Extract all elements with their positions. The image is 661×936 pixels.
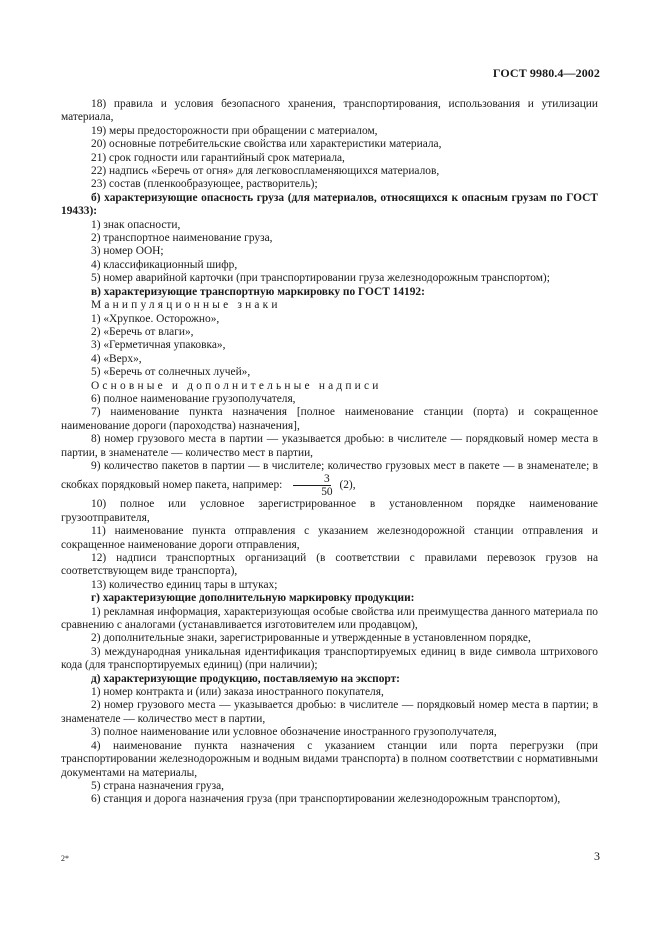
- list-item: 7) наименование пункта назначения [полное наименование станции (порта) и сокращенное наименование дороги (пароходства) назначения],: [61, 406, 598, 432]
- list-item: 11) наименование пункта отправления с указанием железнодорожной станции отправления и сокращенное наименование дороги отправления,: [61, 525, 598, 551]
- list-item: 21) срок годности или гарантийный срок материала,: [91, 151, 345, 164]
- list-item: 4) наименование пункта назначения с указанием станции или порта перегрузки (при транспортировании железнодорожным и водным видами транспорта) в полном соответствии с нормативными документами на материалы,: [61, 739, 598, 779]
- list-item: 13) количество единиц тары в штуках;: [91, 578, 278, 591]
- list-item: 1) рекламная информация, характеризующая особые свойства или преимущества данного материала по сравнению с аналогами (устанавливается изготовителем или продавцом),: [61, 605, 598, 632]
- sheet-mark: 2*: [61, 854, 69, 863]
- list-item: 2) дополнительные знаки, зарегистрированные и утвержденные в установленном порядке,: [91, 632, 531, 645]
- list-item: 4) «Верх»,: [91, 352, 142, 365]
- list-item: 19) меры предосторожности при обращении с материалом,: [91, 124, 378, 137]
- fraction: [291, 473, 332, 498]
- fraction-tail: (2),: [339, 479, 356, 492]
- list-item: 10) полное или условное зарегистрированное в установленном порядке наименование грузоотправителя,: [61, 498, 598, 524]
- list-item: 6) полное наименование грузополучателя,: [91, 392, 296, 405]
- section-heading: д) характеризующие продукцию, поставляемую на экспорт:: [91, 672, 400, 685]
- list-item: 2) «Беречь от влаги»,: [91, 325, 194, 338]
- list-item: 20) основные потребительские свойства или характеристики материала,: [91, 138, 442, 151]
- list-item: 8) номер грузового места в партии — указывается дробью: в числителе — порядковый номер места в партии, в знаменателе — количество мест в партии,: [61, 433, 598, 459]
- list-item: 4) классификационный шифр,: [91, 258, 238, 271]
- list-item: 5) страна назначения груза,: [91, 779, 224, 792]
- list-item: 22) надпись «Беречь от огня» для легковоспламеняющихся материалов,: [91, 165, 440, 178]
- list-item: 23) состав (пленкообразующее, растворитель);: [91, 178, 318, 191]
- list-item: 5) номер аварийной карточки (при транспортировании груза железнодорожным транспортом);: [91, 272, 550, 285]
- page-number: 3: [594, 849, 600, 863]
- list-item: 18) правила и условия безопасного хранения, транспортирования, использования и утилизации материала,: [61, 98, 598, 124]
- list-item-text: 9) количество пакетов в партии — в числителе; количество грузовых мест в пакете — в знаменателе; в скобках порядковый номер пакета, например:: [61, 459, 598, 492]
- section-heading: б) характеризующие опасность груза (для материалов, относящихся к опасным грузам по ГОСТ 19433):: [61, 191, 598, 218]
- list-item: 3) «Герметичная упаковка»,: [91, 339, 226, 352]
- list-item: 1) номер контракта и (или) заказа иностранного покупателя,: [91, 686, 384, 699]
- list-item: 1) «Хрупкое. Осторожно»,: [91, 312, 220, 325]
- document-body: [61, 98, 598, 807]
- list-item: 3) номер ООН;: [91, 245, 164, 258]
- section-heading: в) характеризующие транспортную маркировку по ГОСТ 14192:: [91, 285, 425, 298]
- subsection-heading: Манипуляционные знаки: [91, 299, 281, 312]
- fraction-numerator: 3: [293, 473, 331, 486]
- list-item: 6) станция и дорога назначения груза (при транспортировании железнодорожным транспортом),: [91, 793, 561, 806]
- list-item: 2) номер грузового места — указывается дробью: в числителе — порядковый номер места в партии; в знаменателе — количество мест в партии,: [61, 699, 598, 725]
- list-item: 3) полное наименование или условное обозначение иностранного грузополучателя,: [91, 726, 497, 739]
- list-item-with-fraction: [61, 460, 598, 498]
- document-header: ГОСТ 9980.4—2002: [492, 66, 600, 80]
- list-item: 12) надписи транспортных организаций (в соответствии с правилами перевозок грузов на соответствующем виде транспорта),: [61, 552, 598, 578]
- list-item: 1) знак опасности,: [91, 218, 181, 231]
- fraction-denominator: 50: [321, 486, 333, 499]
- section-heading: г) характеризующие дополнительную маркировку продукции:: [91, 592, 415, 605]
- list-item: 3) международная уникальная идентификация транспортируемых единиц в виде символа штрихового кода (для транспортируемых единиц) (при наличии);: [61, 645, 598, 672]
- list-item: 5) «Беречь от солнечных лучей»,: [91, 366, 251, 379]
- subsection-heading: Основные и дополнительные надписи: [91, 379, 382, 392]
- list-item: 2) транспортное наименование груза,: [91, 232, 273, 245]
